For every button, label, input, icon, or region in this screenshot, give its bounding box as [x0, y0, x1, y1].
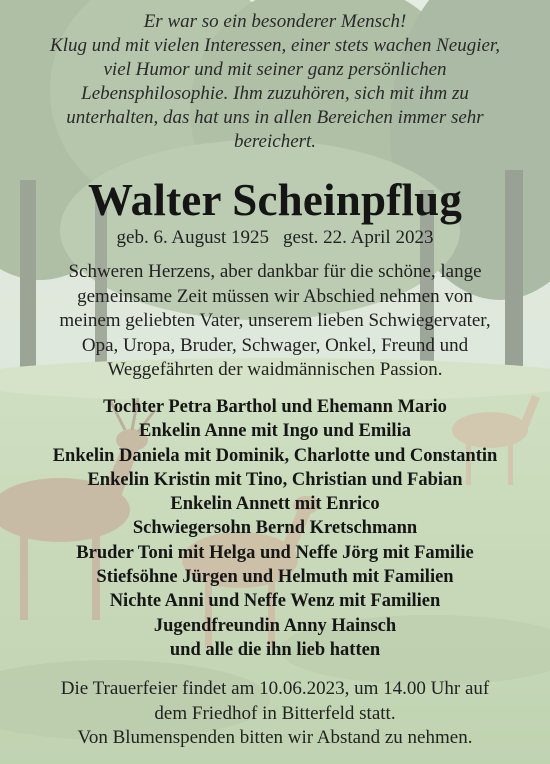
- funeral-details: [14, 677, 536, 751]
- quote-line: unterhalten, das hat uns in allen Bereichen immer sehr: [66, 107, 484, 128]
- announcement-line: meinem geliebten Vater, unserem lieben Schwiegervater,: [59, 310, 491, 331]
- memorial-quote: [20, 10, 530, 154]
- death-date: gest. 22. April 2023: [283, 227, 434, 248]
- quote-line: viel Humor und mit seiner ganz persönlichen: [103, 59, 447, 80]
- funeral-line: Von Blumenspenden bitten wir Abstand zu nehmen.: [77, 727, 473, 748]
- announcement-text: [18, 260, 532, 383]
- announcement-line: Opa, Uropa, Bruder, Schwager, Onkel, Freund und: [81, 334, 469, 356]
- life-dates: [0, 226, 550, 250]
- birth-date: geb. 6. August 1925: [116, 227, 270, 248]
- mourner-entry: Enkelin Kristin mit Tino, Christian und Fabian: [87, 469, 463, 490]
- quote-line: Lebensphilosophie. Ihm zuzuhören, sich mit ihm zu: [81, 83, 469, 104]
- quote-line: Er war so ein besonderer Mensch!: [143, 11, 407, 32]
- mourner-entry: Bruder Toni mit Helga und Neffe Jörg mit Familie: [76, 542, 474, 563]
- mourner-entry: Nichte Anni und Neffe Wenz mit Familien: [109, 591, 441, 612]
- announcement-line: Schweren Herzens, aber dankbar für die schöne, lange: [68, 261, 482, 282]
- announcement-line: gemeinsame Zeit müssen wir Abschied nehmen von: [77, 285, 473, 307]
- mourners-list: [6, 395, 544, 662]
- mourner-entry: Enkelin Annett mit Enrico: [170, 494, 380, 515]
- funeral-line: dem Friedhof in Bitterfeld statt.: [154, 702, 396, 724]
- mourner-entry: Schwiegersohn Bernd Kretschmann: [132, 518, 418, 539]
- mourner-entry: Enkelin Anne mit Ingo und Emilia: [139, 421, 411, 442]
- quote-line: Klug und mit vielen Interessen, einer stets wachen Neugier,: [50, 35, 500, 56]
- mourner-entry: Jugendfreundin Anny Hainsch: [153, 615, 397, 636]
- mourner-entry: und alle die ihn lieb hatten: [169, 639, 381, 660]
- funeral-line: Die Trauerfeier findet am 10.06.2023, um 14.00 Uhr auf: [60, 678, 490, 699]
- mourner-entry: Tochter Petra Barthol und Ehemann Mario: [103, 397, 447, 417]
- announcement-line: Weggefährten der waidmännischen Passion.: [107, 359, 443, 380]
- quote-line: bereichert.: [233, 131, 317, 152]
- mourner-entry: Enkelin Daniela mit Dominik, Charlotte und Constantin: [52, 445, 498, 466]
- mourner-entry: Stiefsöhne Jürgen und Helmuth mit Familien: [96, 567, 454, 588]
- deceased-name: Walter Scheinpflug: [87, 175, 463, 225]
